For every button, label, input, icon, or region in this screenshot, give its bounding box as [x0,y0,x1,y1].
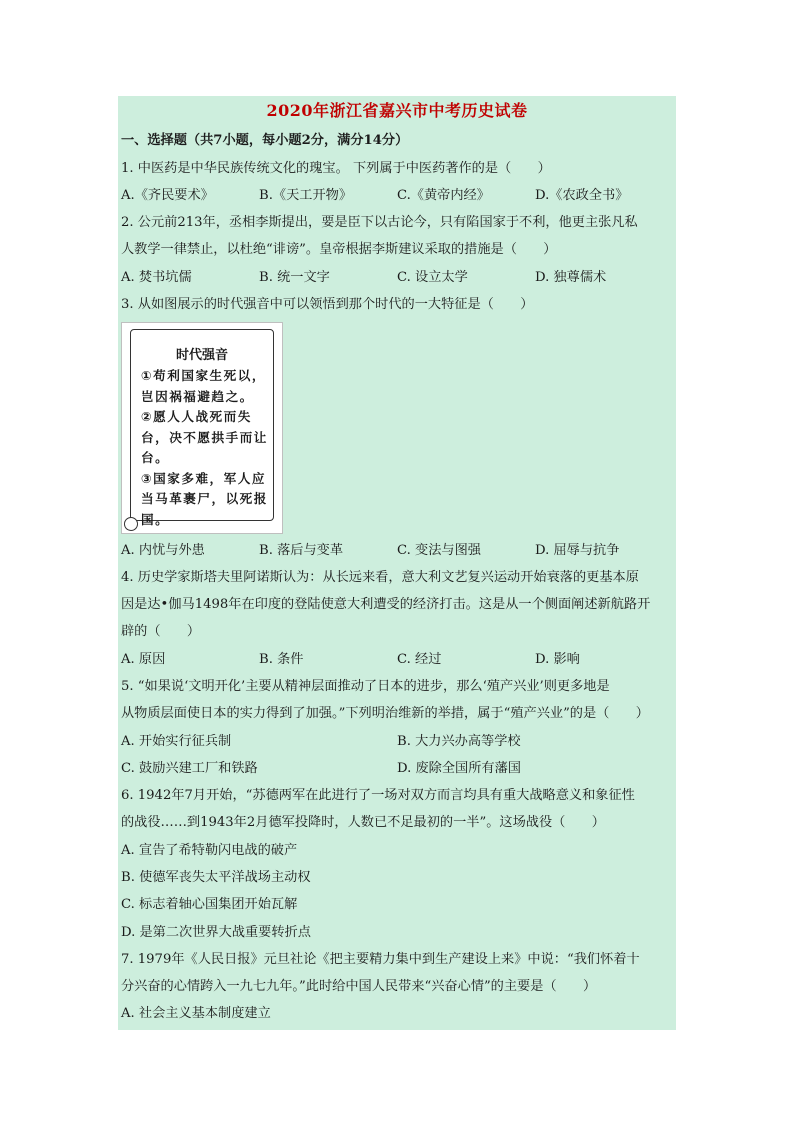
scroll-text [141,366,269,530]
question-7-text-line-1: 7. 1979年《人民日报》元旦社论《把主要精力集中到生产建设上来》中说：“我们怀着十 [121,952,640,967]
q5-option-b: B. 大力兴办高等学校 [397,734,521,749]
exam-sheet [118,96,676,1030]
q6-option-b: B. 使德军丧失太平洋战场主动权 [121,870,311,885]
q6-option-d: D. 是第二次世界大战重要转折点 [121,925,311,940]
scroll-line: 台，决不愿拱手而让 [141,429,268,445]
q1-option-b: B.《天工开物》 [259,188,353,203]
scroll-paper [130,329,274,527]
q3-option-b: B. 落后与变革 [259,543,344,558]
scroll-curl-icon [124,517,138,531]
question-4-text-line-3: 辟的（ ） [121,624,201,639]
scroll-line: ③国家多难，军人应 [141,470,266,486]
question-5-text-line-2: 从物质层面使日本的实力得到了加强。”下列明治维新的举措，属于“殖产兴业”的是（ ） [121,706,649,721]
exam-title: 2020年浙江省嘉兴市中考历史试卷 [266,101,528,120]
q6-option-c: C. 标志着轴心国集团开始瓦解 [121,897,298,912]
question-5-text-line-1: 5. “如果说‘文明开化’主要从精神层面推动了日本的进步，那么‘殖产兴业’则更多地是 [121,679,610,694]
question-6-text-line-2: 的战役……到1943年2月德军投降时，人数已不足最初的一半”。这场战役（ ） [121,815,605,830]
q1-option-d: D.《农政全书》 [535,188,629,203]
q1-option-c: C.《黄帝内经》 [397,188,490,203]
question-4-text-line-1: 4. 历史学家斯塔夫里阿诺斯认为：从长远来看，意大利文艺复兴运动开始衰落的更基本原 [121,570,639,585]
q2-option-c: C. 设立太学 [397,270,468,285]
q1-option-a: A.《齐民要术》 [121,188,214,203]
q6-option-a: A. 宣告了希特勒闪电战的破产 [121,843,298,858]
q5-option-a: A. 开始实行征兵制 [121,734,232,749]
q4-option-b: B. 条件 [259,652,304,667]
question-4-text-line-2: 因是达•伽马1498年在印度的登陆使意大利遭受的经济打击。这是从一个侧面阐述新航路开 [121,597,651,612]
question-3-text: 3. 从如图展示的时代强音中可以领悟到那个时代的一大特征是（ ） [121,297,534,312]
scroll-title: 时代强音 [175,348,228,363]
question-7-text-line-2: 分兴奋的心情跨入一九七九年。”此时给中国人民带来“兴奋心情”的主要是（ ） [121,979,597,994]
scroll-line: 台。 [141,450,170,465]
scroll-line: ①苟利国家生死以， [141,368,266,383]
q5-option-c: C. 鼓励兴建工厂和铁路 [121,761,258,776]
question-2-text-line-1: 2. 公元前213年，丞相李斯提出，要是臣下以古论今，只有陷国家于不利，他更主张凡私 [121,215,638,230]
scroll-line: 当马革裹尸，以死报 [141,491,268,506]
q2-option-b: B. 统一文字 [259,270,330,285]
scroll-line: 岂因祸福避趋之。 [141,388,254,404]
q3-option-c: C. 变法与图强 [397,543,481,558]
q3-option-d: D. 屈辱与抗争 [535,543,620,558]
q7-option-a: A. 社会主义基本制度建立 [121,1006,271,1021]
scroll-line: 国。 [141,511,170,527]
q2-option-d: D. 独尊儒术 [535,270,607,285]
scroll-line: ②愿人人战死而失 [141,409,252,424]
q3-option-a: A. 内忧与外患 [121,543,205,558]
q4-option-a: A. 原因 [121,652,166,667]
question-1-text: 1. 中医药是中华民族传统文化的瑰宝。 下列属于中医药著作的是（ ） [121,161,551,176]
slogan-scroll-figure [121,322,283,534]
q5-option-d: D. 废除全国所有藩国 [397,761,521,776]
question-6-text-line-1: 6. 1942年7月开始，“苏德两军在此进行了一场对双方而言均具有重大战略意义和象征性 [121,788,635,803]
q4-option-d: D. 影响 [535,652,580,667]
section-heading: 一、选择题（共7小题，每小题2分，满分14分） [121,133,409,148]
question-2-text-line-2: 人教学一律禁止，以杜绝“诽谤”。皇帝根据李斯建议采取的措施是（ ） [121,242,557,257]
q2-option-a: A. 焚书坑儒 [121,270,192,285]
q4-option-c: C. 经过 [397,652,442,667]
